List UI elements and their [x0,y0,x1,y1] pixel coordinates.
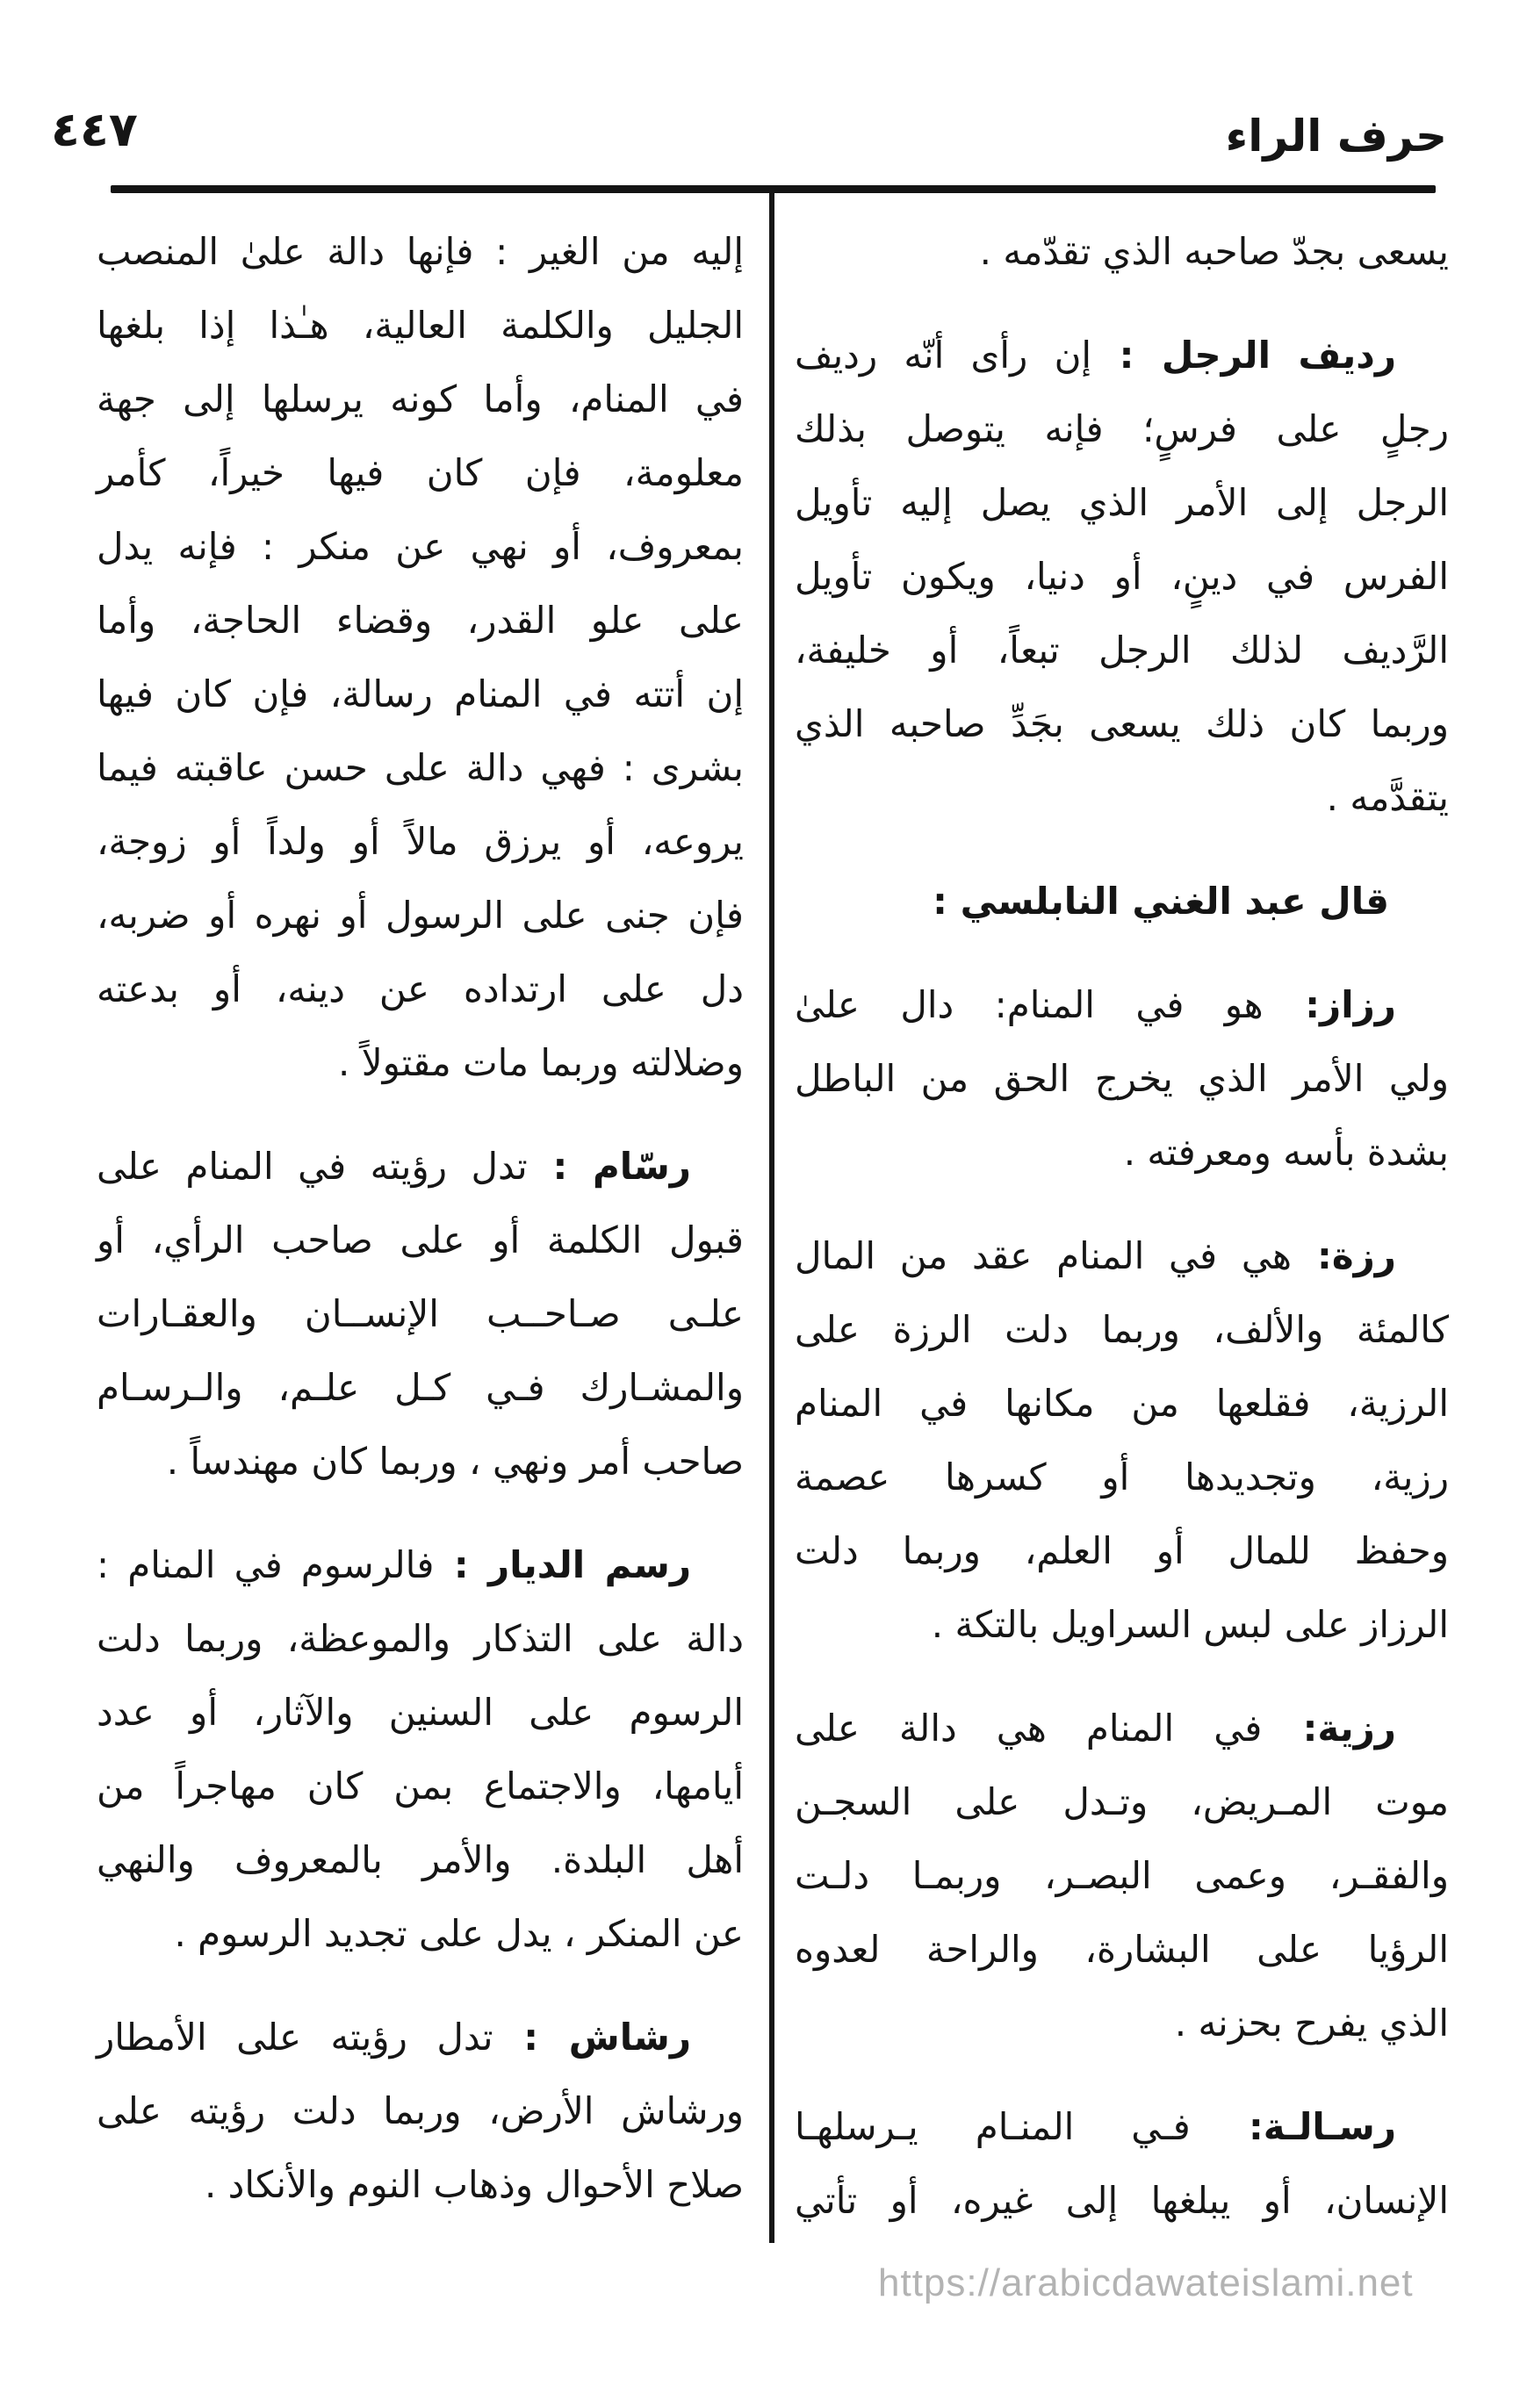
text-line: الرزية، فقلعها من مكانها في المنام [795,1382,1449,1425]
column-divider [769,189,774,2243]
text-line [795,1692,1449,1765]
text-line: إليه من الغير : فإنها دالة علىٰ المنصب [97,230,744,273]
entry-term: رسّام : [527,1145,691,1188]
text-line: على علو القدر، وقضاء الحاجة، وأما [97,599,744,642]
text-line [795,319,1449,392]
text-line [795,1219,1449,1293]
right-column [795,215,1449,2238]
text-line: بشدة بأسه ومعرفته . [1123,1131,1449,1174]
page-number: ٤٤٧ [51,102,138,157]
text-line: الرسوم على السنين والآثار، أو عدد [97,1691,744,1734]
text-line: يروعه، أو يرزق مالاً أو ولداً أو زوجة، [97,820,744,863]
text-line: وحفظ للمال أو العلم، وربما دلت [795,1529,1449,1572]
watermark-url: https://arabicdawateislami.net [878,2261,1414,2304]
text-line: والمشـارك فـي كـل علـم، والـرسـام [97,1366,744,1409]
text-line: عن المنكر ، يدل على تجديد الرسوم . [174,1912,744,1955]
text-line: الرجل إلى الأمر الذي يصل إليه تأويل [795,481,1449,524]
text-line: علـى صـاحــب الإنســان والعقـارات [97,1292,744,1335]
entry-term: رديف الرجل : [1091,334,1396,377]
text-line: أهل البلدة. والأمر بالمعروف والنهي [97,1838,744,1881]
text-segment: تدل رؤيته على الأمطار [97,2016,493,2059]
text-line: بمعروف، أو نهي عن منكر : فإنه يدل [97,525,744,568]
text-line [795,2090,1449,2164]
text-line: الرزاز على لبس السراويل بالتكة . [931,1603,1449,1646]
entry-term: رزة: [1292,1234,1396,1277]
text-line: يتقدَّمه . [1326,776,1449,819]
entry-term: رزاز: [1263,983,1396,1026]
text-line: بشرى : فهي دالة على حسن عاقبته فيما [97,746,744,789]
text-line: ورشاش الأرض، وربما دلت رؤيته على [97,2089,744,2132]
text-segment: هو في المنام: دال علىٰ [795,983,1264,1026]
text-line: معلومة، فإن كان فيها خيراً، كأمر [97,451,744,494]
text-line: قبول الكلمة أو على صاحب الرأي، أو [97,1218,744,1262]
text-line: الإنسان، أو يبلغها إلى غيره، أو تأتي [795,2179,1449,2222]
text-line: صلاح الأحوال وذهاب النوم والأنكاد . [204,2163,744,2206]
text-line: رجلٍ على فرسٍ؛ فإنه يتوصل بذلك [795,407,1449,450]
text-line: فإن جنى على الرسول أو نهره أو ضربه، [97,894,744,937]
text-line: الرؤيا على البشارة، والراحة لعدوه [795,1928,1449,1971]
text-line [97,1130,744,1204]
text-line: الجليل والكلمة العالية، هـٰذا إذا بلغها [97,304,744,347]
text-line: كالمئة والألف، وربما دلت الرزة على [795,1308,1449,1351]
text-line: رزية، وتجديدها أو كسرها عصمة [795,1456,1449,1499]
text-line: ولي الأمر الذي يخرج الحق من الباطل [795,1057,1449,1100]
text-segment: هي في المنام عقد من المال [795,1234,1293,1277]
text-line: الفرس في دينٍ، أو دنيا، ويكون تأويل [795,555,1449,598]
chapter-title: حرف الراء [1225,111,1447,162]
text-line [97,2001,744,2074]
text-line: وربما كان ذلك يسعى بجَدِّ صاحبه الذي [795,702,1449,745]
entry-term: رشاش : [493,2016,692,2059]
text-segment: في المنام هي دالة على [795,1707,1263,1750]
text-line: إن أتته في المنام رسالة، فإن كان فيها [97,672,744,715]
text-line: يسعى بجدّ صاحبه الذي تقدّمه . [979,230,1449,273]
text-line: الذي يفرح بحزنه . [1174,2002,1449,2045]
text-segment: تدل رؤيته في المنام على [97,1145,528,1188]
text-line: موت المـريض، وتـدل على السجـن [795,1780,1449,1823]
entry-term: رسـالـة: [1190,2105,1397,2148]
text-line: دل على ارتداده عن دينه، أو بدعته [97,967,744,1010]
text-line: الرَّديف لذلك الرجل تبعاً، أو خليفة، [795,629,1449,672]
text-line: وضلالته وربما مات مقتولاً . [338,1041,744,1084]
text-segment: فـي المنـام يـرسلهـا [795,2105,1191,2148]
text-segment: إن رأى أنّه رديف [795,334,1092,377]
text-line [795,968,1449,1042]
text-line: في المنام، وأما كونه يرسلها إلى جهة [97,377,744,421]
text-line: أيامها، والاجتماع بمن كان مهاجراً من [97,1765,744,1808]
text-segment: فالرسوم في المنام : [97,1543,435,1586]
text-line: دالة على التذكار والموعظة، وربما دلت [97,1617,744,1660]
entry-term: رسم الديار : [434,1543,691,1586]
text-line [97,1528,744,1602]
author-heading: قال عبد الغني النابلسي : [933,880,1389,923]
text-line: صاحب أمر ونهي ، وربما كان مهندساً . [166,1440,744,1483]
text-line: والفقـر، وعمى البصـر، وربمـا دلـت [795,1854,1449,1897]
left-column [97,215,744,2222]
entry-term: رزية: [1262,1707,1396,1750]
